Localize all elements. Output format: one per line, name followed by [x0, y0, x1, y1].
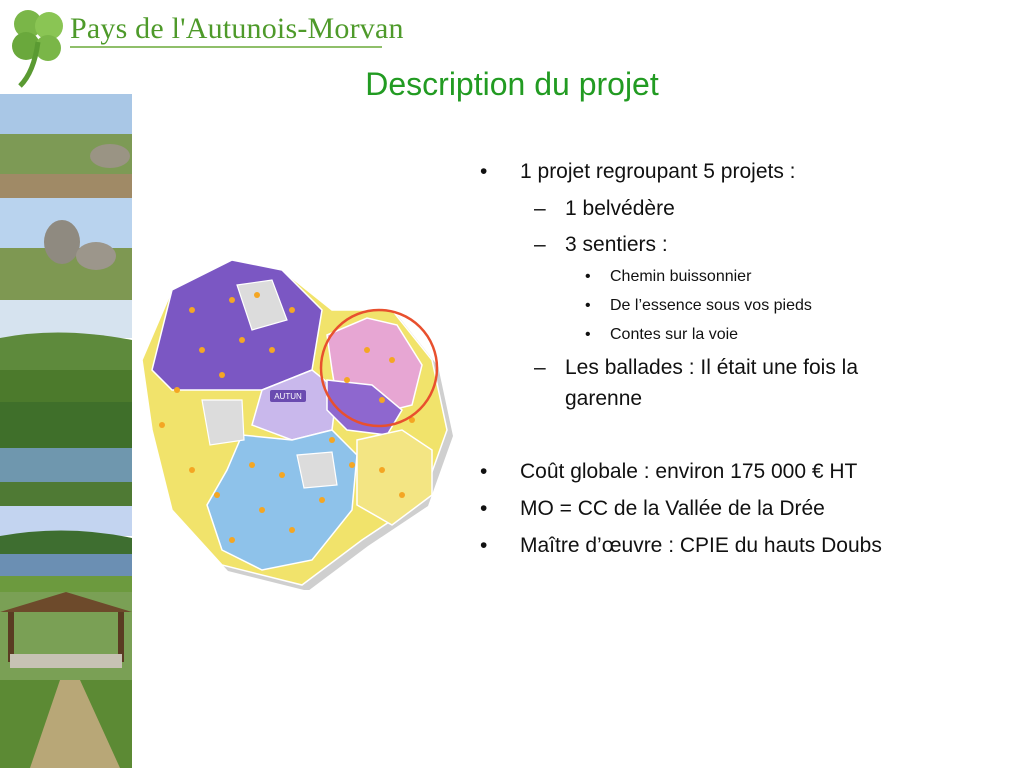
bullet-text: MO = CC de la Vallée de la Drée	[520, 497, 825, 520]
bullet-text: De l’essence sous vos pieds	[610, 297, 812, 314]
bullet-text: 1 projet regroupant 5 projets :	[520, 160, 796, 183]
bullet-text: 3 sentiers :	[565, 233, 668, 256]
bullet-marker: •	[480, 160, 488, 183]
path-photo	[0, 680, 132, 768]
region-north	[152, 260, 322, 390]
rock-photo	[0, 198, 132, 300]
bullet-marker: •	[585, 326, 591, 343]
bullet-text: Chemin buissonnier	[610, 268, 752, 285]
autun-label: AUTUN	[274, 392, 302, 401]
dash-marker: –	[534, 233, 546, 256]
dash-marker: –	[534, 356, 546, 379]
bullet-marker: •	[585, 268, 591, 285]
region-grey	[202, 400, 244, 445]
river-photo	[0, 402, 132, 506]
hills-photo	[0, 300, 132, 402]
bullet-marker: •	[585, 297, 591, 314]
washhouse-photo	[0, 592, 132, 680]
logo-underline	[70, 46, 382, 48]
logo-text: Pays de l'Autunois-Morvan	[70, 12, 404, 45]
slide-title: Description du projet	[365, 66, 659, 102]
region-grey	[297, 452, 337, 488]
bullet-marker: •	[480, 534, 488, 557]
bullet-text: Maître d’œuvre : CPIE du hauts Doubs	[520, 534, 882, 557]
bullet-marker: •	[480, 497, 488, 520]
photo-strip	[0, 94, 132, 768]
bullet-marker: •	[480, 460, 488, 483]
lake-photo	[0, 506, 132, 592]
bullet-text: Contes sur la voie	[610, 326, 739, 343]
bullet-text-continuation: garenne	[565, 387, 643, 410]
bullet-text: Les ballades : Il était une fois la	[565, 356, 859, 379]
landscape-photo	[0, 94, 132, 198]
bullet-text: 1 belvédère	[565, 197, 675, 220]
territory-map	[132, 240, 457, 590]
dash-marker: –	[534, 197, 546, 220]
bullet-text: Coût globale : environ 175 000 € HT	[520, 460, 858, 483]
